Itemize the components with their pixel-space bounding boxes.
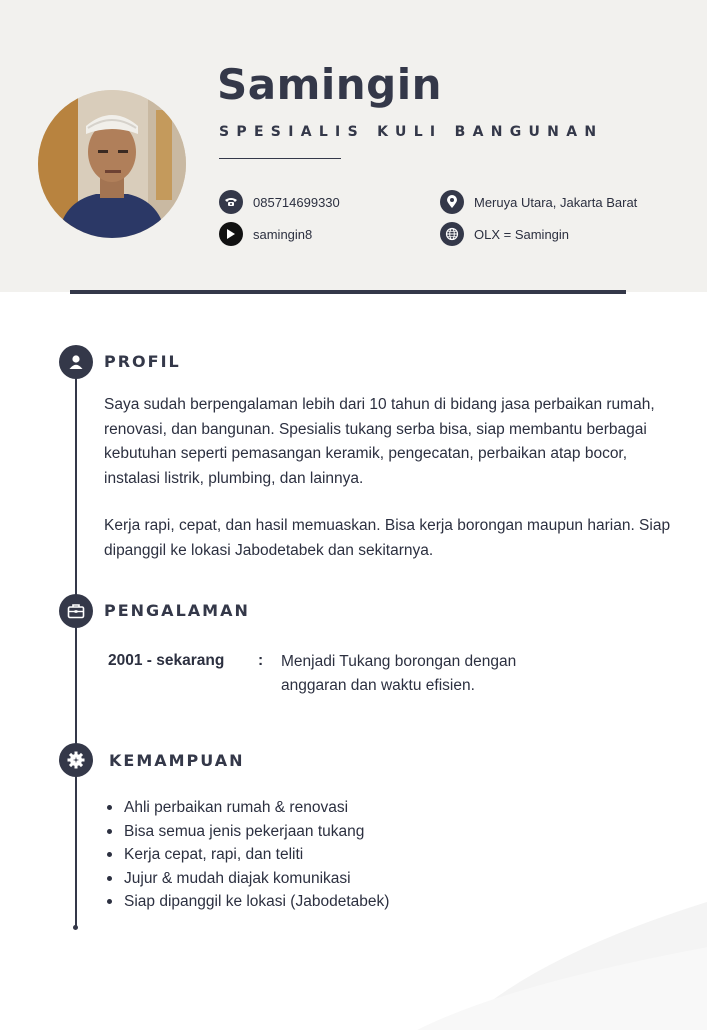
skill-item: Siap dipanggil ke lokasi (Jabodetabek)	[104, 890, 389, 914]
contact-phone	[219, 190, 340, 214]
contact-website	[440, 222, 569, 246]
social-handle: samingin8	[253, 226, 313, 242]
title-underline	[219, 158, 341, 159]
profile-section-title: PROFIL	[104, 352, 181, 371]
decorative-background-shape	[417, 830, 707, 1030]
header-divider	[70, 290, 626, 294]
skills-section-title: KEMAMPUAN	[109, 751, 245, 770]
job-title: SPESIALIS KULI BANGUNAN	[219, 124, 604, 140]
contact-social	[219, 222, 312, 246]
contact-location	[440, 190, 637, 214]
experience-period: 2001 - sekarang	[108, 652, 225, 669]
website-text: OLX = Samingin	[474, 226, 570, 242]
skills-list	[104, 796, 389, 914]
experience-description: Menjadi Tukang borongan dengan anggaran dan waktu efisien.	[281, 653, 517, 694]
briefcase-icon	[59, 594, 93, 628]
timeline-end-dot	[73, 925, 78, 930]
profile-paragraph-2: Kerja rapi, cepat, dan hasil memuaskan. Bisa kerja borongan maupun harian. Siap dipanggil ke lokasi Jabodetabek dan sekitarnya.	[104, 517, 671, 559]
play-icon	[219, 222, 243, 246]
profile-paragraph-1: Saya sudah berpengalaman lebih dari 10 tahun di bidang jasa perbaikan rumah, renovasi, dan bangunan. Spesialis tukang serba bisa, siap membantu berbagai kebutuhan seperti pemasangan keramik, pengecatan, perbaikan atap bocor, instalasi listrik, plumbing, dan lainnya.	[104, 396, 655, 487]
profile-photo	[38, 90, 186, 238]
phone-number: 085714699330	[253, 194, 340, 210]
location-pin-icon	[440, 190, 464, 214]
experience-section-title: PENGALAMAN	[104, 601, 250, 620]
skill-item: Ahli perbaikan rumah & renovasi	[104, 796, 389, 820]
globe-icon	[440, 222, 464, 246]
location-text: Meruya Utara, Jakarta Barat	[474, 194, 638, 210]
skill-item: Kerja cepat, rapi, dan teliti	[104, 843, 389, 867]
person-name: Samingin	[217, 60, 443, 109]
experience-separator: :	[258, 652, 264, 669]
skill-item: Jujur & mudah diajak komunikasi	[104, 867, 389, 891]
gear-icon	[59, 743, 93, 777]
timeline-line	[75, 362, 77, 928]
user-icon	[59, 345, 93, 379]
skill-item: Bisa semua jenis pekerjaan tukang	[104, 820, 389, 844]
phone-icon	[219, 190, 243, 214]
